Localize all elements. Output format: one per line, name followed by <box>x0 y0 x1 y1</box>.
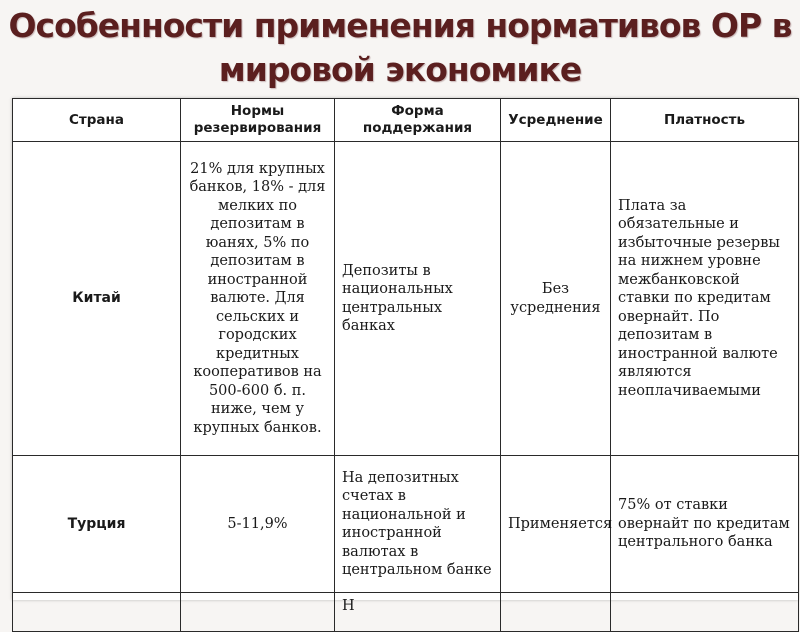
reserve-requirements-table <box>12 98 799 632</box>
header-form: Форма поддержания <box>335 99 501 142</box>
slide-title-line-1: Особенности применения нормативов ОР в <box>8 6 792 45</box>
table-row <box>13 593 799 632</box>
reserve-requirements-table-container <box>12 98 798 614</box>
slide-title-line-2: мировой экономике <box>218 50 582 89</box>
cell-form: Н <box>335 593 501 632</box>
header-country: Страна <box>13 99 181 142</box>
cell-form: Депозиты в национальных центральных банках <box>335 142 501 456</box>
header-averaging: Усреднение <box>501 99 611 142</box>
cell-form: На депозитных счетах в национальной и иностранной валютах в центральном банке <box>335 456 501 593</box>
cell-norms <box>181 593 335 632</box>
cell-norms: 5-11,9% <box>181 456 335 593</box>
table-row <box>13 142 799 456</box>
slide-title <box>0 4 800 92</box>
cell-country: Китай <box>13 142 181 456</box>
cell-averaging: Без усреднения <box>501 142 611 456</box>
cell-averaging: Применяется <box>501 456 611 593</box>
cell-country <box>13 593 181 632</box>
table-header-row <box>13 99 799 142</box>
header-payment: Платность <box>611 99 799 142</box>
cell-payment: 75% от ставки овернайт по кредитам центрального банка <box>611 456 799 593</box>
header-norms: Нормы резервирования <box>181 99 335 142</box>
cell-norms: 21% для крупных банков, 18% - для мелких по депозитам в юанях, 5% по депозитам в иностранной валюте. Для сельских и городских кредитных кооперативов на 500-600 б. п. ниже, чем у крупных банков. <box>181 142 335 456</box>
cell-payment <box>611 593 799 632</box>
table-row <box>13 456 799 593</box>
cell-country: Турция <box>13 456 181 593</box>
cell-averaging <box>501 593 611 632</box>
cell-payment: Плата за обязательные и избыточные резервы на нижнем уровне межбанковской ставки по кредитам овернайт. По депозитам в иностранной валюте являются неоплачиваемыми <box>611 142 799 456</box>
